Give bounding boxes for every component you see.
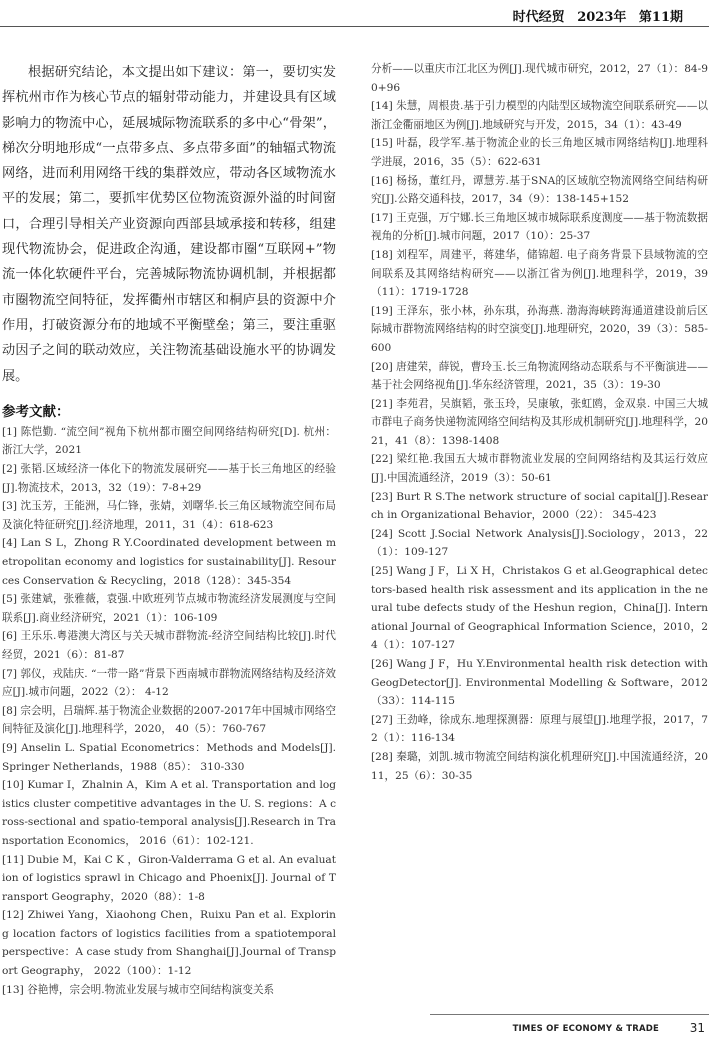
issue-year: 2023年 [577, 10, 627, 25]
reference-item: [21] 李苑君，吴旗韬，张玉玲，吴康敏，张虹鸥，金双泉. 中国三大城市群电子商务快递物流网络空间结构及其形成机制研究[J].地理科学，2021，41（8）：1398-1408 [371, 397, 708, 447]
issue-number: 第11期 [638, 10, 683, 25]
right-column [371, 60, 708, 785]
references-heading: 参考文献： [2, 403, 70, 420]
reference-item: [28] 秦璐，刘凯.城市物流空间结构演化机理研究[J].中国流通经济，2011，25（6）：30-35 [371, 750, 708, 782]
reference-item: [15] 叶磊，段学军.基于物流企业的长三角地区城市网络结构[J].地理科学进展，2016，35（5）：622-631 [371, 137, 708, 168]
reference-item: [16] 杨扬，董红丹，谭慧芳.基于SNA的区域航空物流网络空间结构研究[J].公路交通科技，2017，34（9）：138-145+152 [371, 174, 708, 206]
reference-item: [7] 郭仪，戎陆庆. “一带一路”背景下西南城市群物流网络结构及经济效应[J].城市问题，2022（2）： 4-12 [2, 667, 336, 699]
reference-item: [19] 王泽东，张小林，孙东琪，孙海燕. 渤海海峡跨海通道建设前后区际城市群物流网络结构的时空演变[J].地理研究，2020，39（3）：585-600 [371, 304, 708, 354]
header-text [505, 6, 683, 25]
reference-item: [18] 刘程军，周建平，蒋建华，储锦超. 电子商务背景下县域物流的空间联系及其网络结构研究——以浙江省为例[J].地理科学，2019，39（11）：1719-1728 [371, 248, 708, 299]
reference-item: [12] Zhiwei Yang，Xiaohong Chen，Ruixu Pan et al. Exploring location factors of logistics facilities from a spatiotemporal perspective：A case study from Shanghai[J].Journal of Transport Geography， 2022（100）：1-12 [2, 909, 336, 978]
page-footer [0, 1010, 709, 1040]
reference-list-left [2, 423, 336, 999]
reference-item: [5] 张建斌，张雅薇，袁强.中欧班列节点城市物流经济发展测度与空间联系[J].商业经济研究，2021（1）：106-109 [2, 593, 336, 624]
reference-item: [17] 王克强，万宁娜.长三角地区城市城际联系度测度——基于物流数据视角的分析[J].城市问题，2017（10）：25-37 [371, 211, 708, 243]
page-header [0, 0, 709, 30]
reference-item: [25] Wang J F，Li X H，Christakos G et al.Geographical detectors-based health risk assessment and its application in the neural tube defects study of the Heshun region，China[J]. International Journal of Geographical Information Science，2010，24（1）：107-127 [371, 565, 708, 652]
reference-item: [22] 梁红艳.我国五大城市群物流业发展的空间网络结构及其运行效应[J].中国流通经济，2019（3）：50-61 [371, 453, 708, 485]
reference-item: [23] Burt R S.The network structure of social capital[J].Research in Organizational Behavior，2000（22）： 345-423 [371, 490, 708, 522]
reference-item: [20] 唐建荣，薛锐，曹玲玉.长三角物流网络动态联系与不平衡演进——基于社会网络视角[J].华东经济管理，2021，35（3）：19-30 [371, 360, 708, 392]
page-number: 31 [689, 1021, 705, 1035]
reference-item: [3] 沈玉芳，王能洲，马仁锋，张婧，刘曙华.长三角区域物流空间布局及演化特征研究[J].经济地理，2011，31（4）：618-623 [2, 500, 336, 531]
reference-item: [8] 宗会明，吕瑞辉.基于物流企业数据的2007-2017年中国城市网络空间特征及演化[J].地理科学，2020， 40（5）：760-767 [2, 704, 336, 736]
reference-item: [13] 谷艳博，宗会明.物流业发展与城市空间结构演变关系 [2, 983, 275, 996]
reference-item: 分析——以重庆市江北区为例[J].现代城市研究，2012，27（1）：84-90+96 [371, 63, 708, 94]
reference-item: [10] Kumar I，Zhalnin A，Kim A et al. Transportation and logistics cluster competitive advantages in the U. S. regions：A cross-sectional and spatio-temporal analysis[J].Research in Transportation Economics， 2016（61）：102-121. [2, 779, 336, 847]
reference-item: [24] Scott J.Social Network Analysis[J].Sociology，2013，22（1）：109-127 [371, 527, 708, 559]
footer-journal-name: TIMES OF ECONOMY & TRADE [512, 1024, 659, 1034]
reference-item: [4] Lan S L，Zhong R Y.Coordinated development between metropolitan economy and logistics for sustainability[J]. Resources Conservation & Recycling，2018（128）：345-354 [2, 537, 336, 587]
reference-item: [26] Wang J F，Hu Y.Environmental health risk detection with GeogDetector[J]. Environmental Modelling & Software，2012（33）：114-115 [371, 658, 708, 708]
reference-item: [2] 张韬.区域经济一体化下的物流发展研究——基于长三角地区的经验[J].物流技术，2013，32（19）：7-8+29 [2, 463, 336, 494]
reference-item: [14] 朱慧，周根贵.基于引力模型的内陆型区域物流空间联系研究——以浙江金衢丽地区为例[J].地域研究与开发，2015，34（1）：43-49 [371, 100, 708, 131]
header-rule [0, 26, 709, 27]
reference-list-right [371, 60, 708, 785]
footer-rule [430, 1014, 709, 1015]
reference-item: [6] 王乐乐.粤港澳大湾区与关天城市群物流-经济空间结构比较[J].时代经贸，2021（6）：81-87 [2, 630, 336, 661]
reference-item: [27] 王劲峰，徐成东.地理探测器：原理与展望[J].地理学报，2017，72（1）：116-134 [371, 713, 708, 745]
reference-item: [1] 陈恺勤. “流空间”视角下杭州都市圈空间网络结构研究[D]. 杭州：浙江大学，2021 [2, 425, 336, 457]
reference-item: [11] Dubie M，Kai C K ，Giron-Valderrama G et al. An evaluation of logistics sprawl in Chicago and Phoenix[J]. Journal of Transport Geography，2020（88）：1-8 [2, 853, 336, 903]
reference-item: [9] Anselin L. Spatial Econometrics：Methods and Models[J]. Springer Netherlands，1988（85）： 310-330 [2, 741, 336, 773]
left-column [0, 60, 336, 999]
conclusion-paragraph: 根据研究结论，本文提出如下建议：第一，要切实发挥杭州市作为核心节点的辐射带动能力，并建设具有区域影响力的物流中心，延展城际物流联系的多中心“骨架”，梯次分明地形成“一点带多点、多点带多面”的轴辐式物流网络，进而利用网络干线的集群效应，带动各区域物流水平的发展；第二，要抓牢优势区位物流资源外溢的时间窗口，合理引导相关产业资源向西部县域承接和转移，组建现代物流协会，促进政企沟通，建设都市圈“互联网+”物流一体化软硬件平台，完善城际物流协调机制，并根据都市圈物流空间特征，发挥衢州市辖区和桐庐县的资源中介作用，打破资源分布的地域不平衡壁垒；第三，要注重驱动因子之间的联动效应，关注物流基础设施水平的协调发展。 [2, 65, 336, 384]
journal-name: 时代经贸 [512, 10, 565, 25]
